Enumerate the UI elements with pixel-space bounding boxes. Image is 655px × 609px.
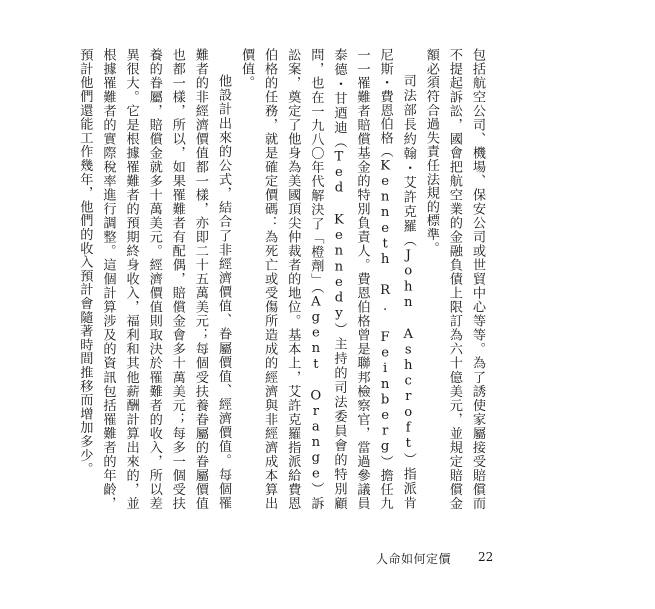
running-title: 人命如何定價 bbox=[376, 552, 452, 566]
paragraph-continuation: 包括航空公司、機場、保安公司或世貿中心等等。為了誘使家屬接受賠償而不提起訴訟，國會把航空業的金融負債上限訂為六十億美元，並規定賠償金額必須符合過失責任法規的標準。 bbox=[423, 48, 485, 510]
paragraph-ashcroft-feinberg: 司法部長約翰・艾許克羅（John Ashcroft）指派肯尼斯・費恩伯格（Kenneth R. Feinberg）擔任九一一罹難者賠償基金的特別負責人。費恩伯格曾是聯邦檢察官，當過參議員泰德・甘迺迪（Ted Kennedy）主持的司法委員會的特別顧問，也在一九八〇年代解決了「橙劑」（Agent Orange）訴訟案，奠定了他身為美國頂尖仲裁者的地位。基本上，艾許克羅指派給費恩伯格的任務，就是確定價碼：為死亡或受傷所造成的經濟與非經濟成本算出價值。 bbox=[239, 48, 416, 510]
page-footer bbox=[376, 550, 506, 570]
page-number: 22 bbox=[478, 550, 494, 564]
body-text bbox=[73, 48, 489, 510]
paragraph-compensation-formula: 他設計出來的公式，結合了非經濟價值、眷屬價值、經濟價值。每個罹難者的非經濟價值都一樣，亦即二十五萬美元；每個受扶養眷屬的眷屬價值也都一樣，所以，如果罹難者有配偶，賠償金會多十萬美元；每多一個受扶養的眷屬，賠償金就多十萬美元。經濟價值則取決於罹難者的收入，所以差異很大。它是根據罹難者的預期終身收入，福利和其他薪酬計算出來的，並根據罹難者的實際稅率進行調整。這個計算涉及的資訊包括罹難者的年齡，預計他們還能工作幾年，他們的收入預計會隨著時間推移而增加多少。 bbox=[77, 48, 231, 510]
